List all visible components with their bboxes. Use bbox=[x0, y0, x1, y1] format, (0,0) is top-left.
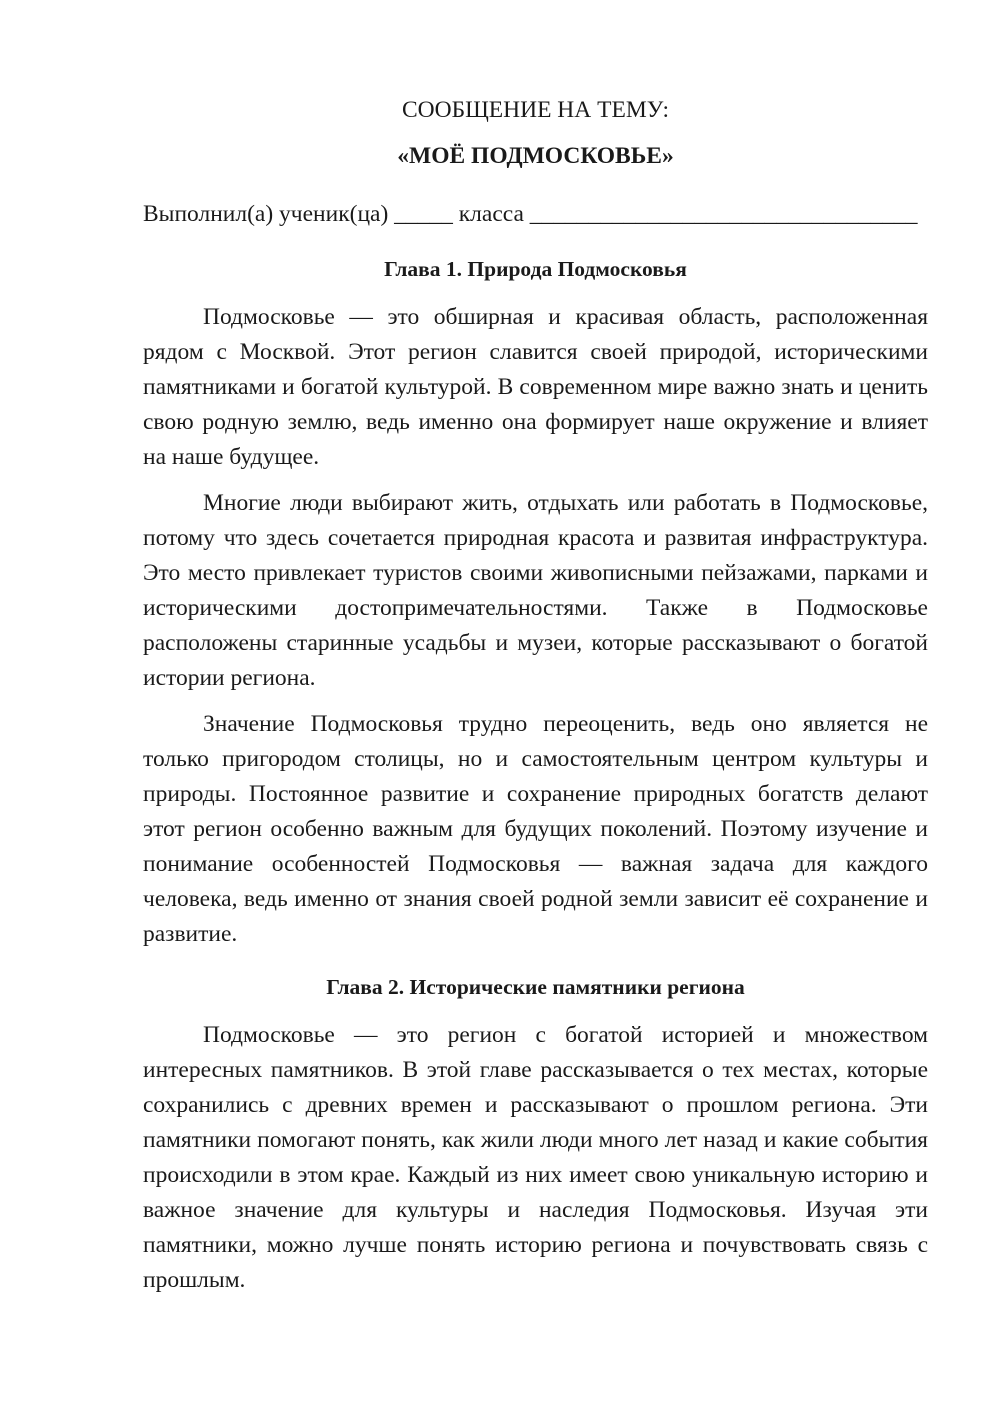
author-line: Выполнил(а) ученик(ца) _____ класса _________________________________ bbox=[143, 201, 918, 227]
document-title: «МОЁ ПОДМОСКОВЬЕ» bbox=[397, 143, 674, 169]
chapter-1-paragraph-3: Значение Подмосковья трудно переоценить, ведь оно является не только пригородом столицы, но и самостоятельным центром культуры и природы. Постоянное развитие и сохранение природных богатств делают этот регион особенно важным для будущих поколений. Поэтому изучение и понимание особенностей Подмосковья — важная задача для каждого человека, ведь именно от знания своей родной земли зависит её сохранение и развитие. bbox=[143, 711, 928, 947]
chapter-2-heading: Глава 2. Исторические памятники региона bbox=[326, 975, 745, 999]
document-page bbox=[143, 92, 928, 1298]
chapter-1-paragraph-2: Многие люди выбирают жить, отдыхать или работать в Подмосковье, потому что здесь сочетается природная красота и развитая инфраструктура. Это место привлекает туристов своими живописными пейзажами, парками и историческими достопримечательностями. Также в Подмосковье расположены старинные усадьбы и музеи, которые рассказывают о богатой истории региона. bbox=[143, 490, 928, 691]
chapter-2-paragraph-1: Подмосковье — это регион с богатой историей и множеством интересных памятников. В этой главе рассказывается о тех местах, которые сохранились с древних времен и рассказывают о прошлом региона. Эти памятники помогают понять, как жили люди много лет назад и какие события происходили в этом крае. Каждый из них имеет свою уникальную историю и важное значение для культуры и наследия Подмосковья. Изучая эти памятники, можно лучше понять историю региона и почувствовать связь с прошлым. bbox=[143, 1022, 928, 1293]
document-title-label: СООБЩЕНИЕ НА ТЕМУ: bbox=[401, 97, 670, 123]
chapter-1-paragraph-1: Подмосковье — это обширная и красивая область, расположенная рядом с Москвой. Этот регион славится своей природой, историческими памятниками и богатой культурой. В современном мире важно знать и ценить свою родную землю, ведь именно она формирует наше окружение и влияет на наше будущее. bbox=[143, 304, 928, 470]
chapter-1-heading: Глава 1. Природа Подмосковья bbox=[384, 257, 687, 281]
